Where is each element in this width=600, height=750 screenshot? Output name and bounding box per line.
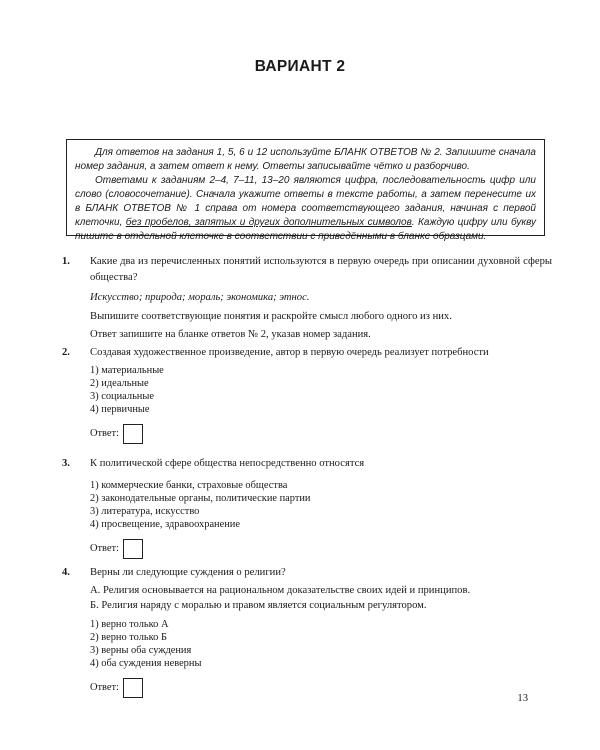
question-number: 2. — [62, 347, 70, 358]
question-2 — [62, 345, 552, 444]
question-answer-note: Ответ запишите на бланке ответов № 2, указав номер задания. — [90, 329, 371, 340]
answer-label: Ответ: — [90, 542, 119, 554]
answer-label: Ответ: — [90, 681, 119, 693]
question-number: 1. — [62, 256, 70, 267]
option-1: 1) верно только А — [90, 618, 169, 630]
no-spaces-emphasis: без пробелов, запятых и других дополнительных символов — [125, 217, 412, 228]
question-text: Создавая художественное произведение, автор в первую очередь реализует потребности — [90, 347, 489, 358]
option-1: 1) материальные — [90, 364, 164, 376]
options-list — [90, 364, 552, 416]
option-1: 1) коммерческие банки, страховые общества — [90, 479, 288, 491]
option-2: 2) законодательные органы, политические партии — [90, 492, 311, 504]
option-3: 3) верны оба суждения — [90, 644, 192, 656]
question-number: 3. — [62, 458, 70, 469]
answer-row — [90, 678, 552, 698]
variant-title: ВАРИАНТ 2 — [254, 58, 346, 75]
question-3 — [62, 456, 552, 559]
option-3: 3) социальные — [90, 390, 154, 402]
instructions-paragraph-2: Ответами к заданиям 2–4, 7–11, 13–20 являются цифра, последовательность цифр или слово (словосочетание). Сначала укажите ответы в тексте работы, а затем перенесите их в БЛАНК ОТВЕТОВ № 1 справа от номера соответствующего задания, начиная с первой клеточки, без пробелов, запятых и других дополнительных символов. Каждую цифру или букву пишите в отдельной клеточке в соответствии с приведёнными в бланке образцами. — [75, 175, 536, 242]
question-4 — [62, 565, 552, 698]
option-4: 4) оба суждения неверны — [90, 657, 202, 669]
statement-b: Б. Религия наряду с моралью и правом является социальным регулятором. — [90, 600, 427, 611]
option-4: 4) просвещение, здравоохранение — [90, 518, 240, 530]
option-2: 2) верно только Б — [90, 631, 167, 643]
answer-box[interactable] — [123, 678, 143, 698]
options-list — [90, 618, 552, 670]
page-number: 13 — [517, 693, 528, 704]
question-text: Верны ли следующие суждения о религии? — [90, 567, 286, 578]
option-4: 4) первичные — [90, 403, 150, 415]
question-instruction: Выпишите соответствующие понятия и раскройте смысл любого одного из них. — [90, 310, 452, 322]
instructions-paragraph-1: Для ответов на задания 1, 5, 6 и 12 используйте БЛАНК ОТВЕТОВ № 2. Запишите сначала номер задания, а затем ответ к нему. Ответы записывайте чётко и разборчиво. — [75, 147, 536, 172]
question-text: Какие два из перечисленных понятий используются в первую очередь при описании духовной сферы общества? — [90, 256, 552, 283]
option-2: 2) идеальные — [90, 377, 149, 389]
answer-label: Ответ: — [90, 427, 119, 439]
question-text: К политической сфере общества непосредственно относятся — [90, 458, 365, 469]
answer-row — [90, 539, 552, 559]
question-number: 4. — [62, 567, 70, 578]
instructions-box — [66, 139, 545, 242]
answer-box[interactable] — [123, 539, 143, 559]
options-list — [90, 479, 552, 531]
answer-box[interactable] — [123, 424, 143, 444]
statement-a: А. Религия основывается на рациональном доказательстве своих идей и принципов. — [90, 584, 471, 596]
question-terms: Искусство; природа; мораль; экономика; этнос. — [90, 292, 310, 303]
answer-row — [90, 424, 552, 444]
question-1 — [62, 254, 552, 343]
option-3: 3) литература, искусство — [90, 505, 200, 517]
